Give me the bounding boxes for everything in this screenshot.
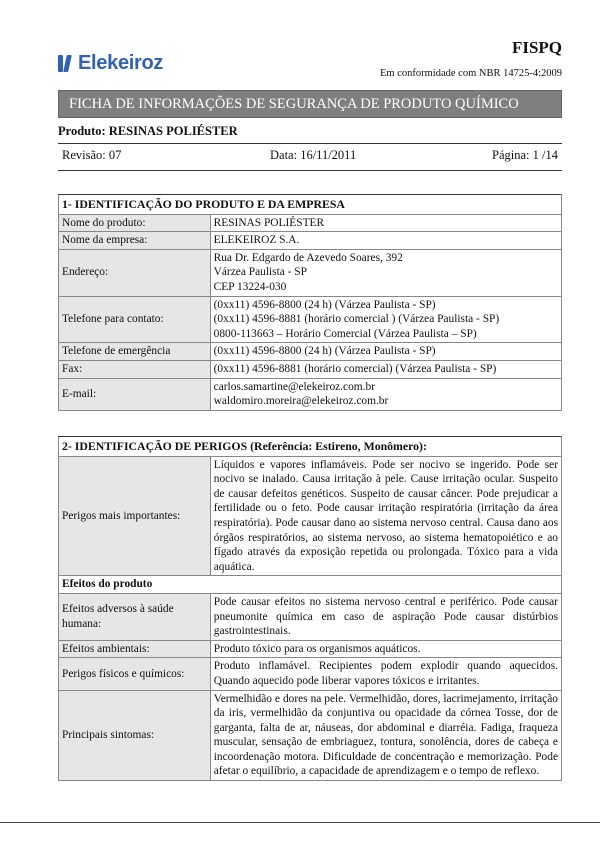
row-value: [210, 360, 561, 378]
row-value: Pode causar efeitos no sistema nervoso central e periférico. Pode causar pneumonite química em caso de aspiração Pode causar distúrbios gastrointestinais.: [210, 593, 561, 640]
table-row: [59, 249, 562, 296]
section-1-table: [58, 194, 562, 411]
page-value: 1 /14: [529, 148, 558, 162]
doc-code: FISPQ: [511, 38, 562, 57]
section-heading: 2- IDENTIFICAÇÃO DE PERIGOS (Referência: Estireno, Monômero):: [59, 437, 562, 457]
elekeiroz-logo-icon: [58, 55, 72, 72]
section-heading: 1- IDENTIFICAÇÃO DO PRODUTO E DA EMPRESA: [59, 195, 562, 215]
page-label: Página:: [492, 148, 530, 162]
row-value: [210, 378, 561, 410]
table-row: [59, 343, 562, 361]
row-label: Efeitos ambientais:: [59, 640, 211, 658]
product-line: Produto: RESINAS POLIÉSTER: [58, 124, 238, 138]
row-label: Perigos físicos e químicos:: [59, 658, 211, 690]
value-line: (0xx11) 4596-8881 (horário comercial ) (Várzea Paulista - SP): [213, 313, 500, 326]
row-label: E-mail:: [59, 378, 211, 410]
value-line: Rua Dr. Edgardo de Azevedo Soares, 392: [213, 251, 403, 264]
row-value: [210, 214, 561, 232]
subheading: Efeitos do produto: [59, 576, 562, 594]
logo-text: Elekeiroz: [78, 52, 164, 74]
row-label: Nome do produto:: [59, 214, 211, 232]
table-row: [59, 640, 562, 658]
value-line: (0xx11) 4596-8800 (24 h) (Várzea Paulista - SP): [213, 345, 436, 358]
email-link[interactable]: carlos.samartine@elekeiroz.com.br: [213, 380, 375, 393]
page-number: [492, 148, 558, 163]
row-label: Fax:: [59, 360, 211, 378]
row-label: Principais sintomas:: [59, 690, 211, 781]
table-row: [59, 360, 562, 378]
value-line: (0xx11) 4596-8800 (24 h) (Várzea Paulista - SP): [213, 298, 436, 311]
row-label: Perigos mais importantes:: [59, 456, 211, 576]
table-row: [59, 214, 562, 232]
footer-divider: [0, 822, 600, 823]
document-title: FICHA DE INFORMAÇÕES DE SEGURANÇA DE PRODUTO QUÍMICO: [58, 90, 562, 118]
table-row: [59, 296, 562, 343]
value-line: ELEKEIROZ S.A.: [213, 234, 300, 247]
value-line: Várzea Paulista - SP: [213, 266, 307, 279]
row-label: Telefone de emergência: [59, 343, 211, 361]
divider: [58, 170, 562, 171]
value-line: RESINAS POLIÉSTER: [213, 216, 325, 229]
row-label: Telefone para contato:: [59, 296, 211, 343]
row-value: [210, 232, 561, 250]
row-value: Líquidos e vapores inflamáveis. Pode ser nocivo se ingerido. Pode ser nocivo se inalado. Causa irritação à pele. Cause irritação ocular. Suspeito de causar defeitos genéticos. Suspeito de causar câncer. Pode prejudicar a fertilidade ou o feto. Pode causar irritação respiratória (irritação da área respiratória). Pode causar dano ao sistema nervoso central. Causa dano aos órgãos respiratórios, ao sistema nervoso, ao sistema hematopoiético e ao fígado através da exposição repetida ou prolongada. Tóxico para a vida aquática.: [210, 456, 561, 576]
divider: [58, 143, 562, 144]
revision: Revisão: 07: [62, 148, 122, 162]
section-2-table: [58, 436, 562, 781]
company-logo: [58, 52, 163, 75]
value-line: CEP 13224-030: [213, 280, 287, 293]
norma-reference: Em conformidade com NBR 14725-4:2009: [380, 68, 562, 79]
table-row: [59, 456, 562, 576]
value-line: 0800-113663 – Horário Comercial (Várzea Paulista – SP): [213, 327, 477, 340]
row-value: Produto tóxico para os organismos aquáticos.: [210, 640, 561, 658]
row-label: Efeitos adversos à saúde humana:: [59, 593, 211, 640]
table-row: [59, 690, 562, 781]
document-header: [58, 34, 562, 84]
row-value: [210, 249, 561, 296]
value-line: (0xx11) 4596-8881 (horário comercial) (Várzea Paulista - SP): [213, 362, 497, 375]
row-value: [210, 343, 561, 361]
row-label: Endereço:: [59, 249, 211, 296]
row-label: Nome da empresa:: [59, 232, 211, 250]
meta-row: [58, 148, 562, 166]
date: Data: 16/11/2011: [270, 148, 357, 162]
table-row: [59, 658, 562, 690]
row-value: [210, 296, 561, 343]
table-row: [59, 378, 562, 410]
table-row: [59, 593, 562, 640]
table-row: [59, 232, 562, 250]
email-link[interactable]: waldomiro.moreira@elekeiroz.com.br: [213, 395, 389, 408]
row-value: Vermelhidão e dores na pele. Vermelhidão, dores, lacrimejamento, irritação da iris, vermelhidão da conjuntiva ou opacidade da córnea Tosse, dor de garganta, falta de ar, náuseas, dor abdominal e diarréia. Fadiga, fraqueza muscular, sensação de embriaguez, tontura, sonolência, dores de cabeça e incoordenação motora. Dificuldade de concentração e memorização. Pode afetar o equilíbrio, a capacidade de aprendizagem e o tempo de reflexo.: [210, 690, 561, 781]
row-value: Produto inflamável. Recipientes podem explodir quando aquecidos. Quando aquecido pode liberar vapores tóxicos e irritantes.: [210, 658, 561, 690]
